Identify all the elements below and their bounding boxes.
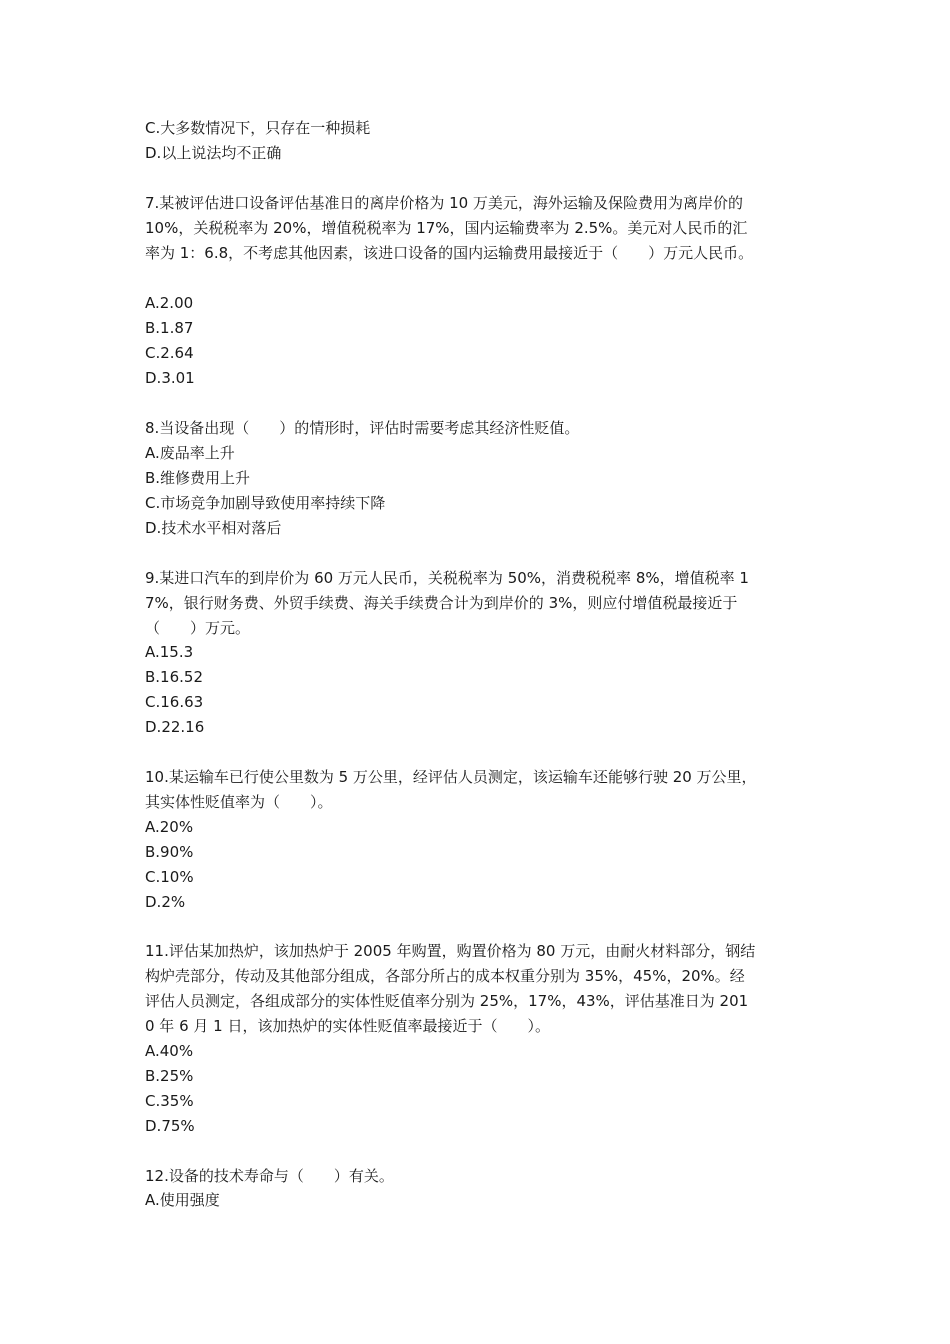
option-c-q10: C.10% — [145, 868, 194, 886]
option-d-q11: D.75% — [145, 1117, 195, 1135]
option-c-q7: C.2.64 — [145, 344, 194, 362]
option-c-q8: C.市场竞争加剧导致使用率持续下降 — [145, 494, 386, 512]
question-11-line-4: 0 年 6 月 1 日，该加热炉的实体性贬值率最接近于（ ）。 — [145, 1017, 550, 1035]
question-9-line-3: （ ）万元。 — [145, 619, 251, 637]
option-a-q8: A.废品率上升 — [145, 444, 235, 462]
option-c-q9: C.16.63 — [145, 693, 204, 711]
option-b-q7: B.1.87 — [145, 319, 194, 337]
option-d-q8: D.技术水平相对落后 — [145, 519, 282, 537]
question-11-line-2: 构炉壳部分，传动及其他部分组成，各部分所占的成本权重分别为 35%，45%，20%。经 — [145, 967, 745, 985]
option-a-q11: A.40% — [145, 1042, 194, 1060]
option-d-q6: D.以上说法均不正确 — [145, 144, 282, 162]
option-b-q8: B.维修费用上升 — [145, 469, 251, 487]
option-d-q7: D.3.01 — [145, 369, 195, 387]
option-b-q11: B.25% — [145, 1067, 194, 1085]
question-11-line-1: 11.评估某加热炉，该加热炉于 2005 年购置，购置价格为 80 万元，由耐火材料部分，钢结 — [145, 942, 756, 960]
question-7-line-3: 率为 1：6.8，不考虑其他因素，该进口设备的国内运输费用最接近于（ ）万元人民币。 — [145, 244, 754, 262]
option-a-q12: A.使用强度 — [145, 1191, 220, 1209]
option-a-q10: A.20% — [145, 818, 194, 836]
question-10-line-2: 其实体性贬值率为（ ）。 — [145, 793, 333, 811]
option-d-q10: D.2% — [145, 893, 186, 911]
option-a-q7: A.2.00 — [145, 294, 194, 312]
option-b-q9: B.16.52 — [145, 668, 204, 686]
question-9-line-2: 7%，银行财务费、外贸手续费、海关手续费合计为到岸价的 3%，则应付增值税最接近于 — [145, 594, 738, 612]
option-c-q11: C.35% — [145, 1092, 194, 1110]
question-8: 8.当设备出现（ ）的情形时，评估时需要考虑其经济性贬值。 — [145, 419, 580, 437]
question-7-line-2: 10%，关税税率为 20%，增值税税率为 17%，国内运输费率为 2.5%。美元对人民币的汇 — [145, 219, 748, 237]
question-11-line-3: 评估人员测定，各组成部分的实体性贬值率分别为 25%，17%，43%，评估基准日为 201 — [145, 992, 749, 1010]
option-b-q10: B.90% — [145, 843, 194, 861]
option-c-q6: C.大多数情况下，只存在一种损耗 — [145, 119, 371, 137]
question-7-line-1: 7.某被评估进口设备评估基准日的离岸价格为 10 万美元，海外运输及保险费用为离岸价的 — [145, 194, 743, 212]
question-9-line-1: 9.某进口汽车的到岸价为 60 万元人民币，关税税率为 50%，消费税税率 8%，增值税率 1 — [145, 569, 749, 587]
question-12: 12.设备的技术寿命与（ ）有关。 — [145, 1167, 394, 1185]
option-d-q9: D.22.16 — [145, 718, 205, 736]
question-10-line-1: 10.某运输车已行使公里数为 5 万公里，经评估人员测定，该运输车还能够行驶 20 万公里， — [145, 768, 757, 786]
option-a-q9: A.15.3 — [145, 643, 194, 661]
